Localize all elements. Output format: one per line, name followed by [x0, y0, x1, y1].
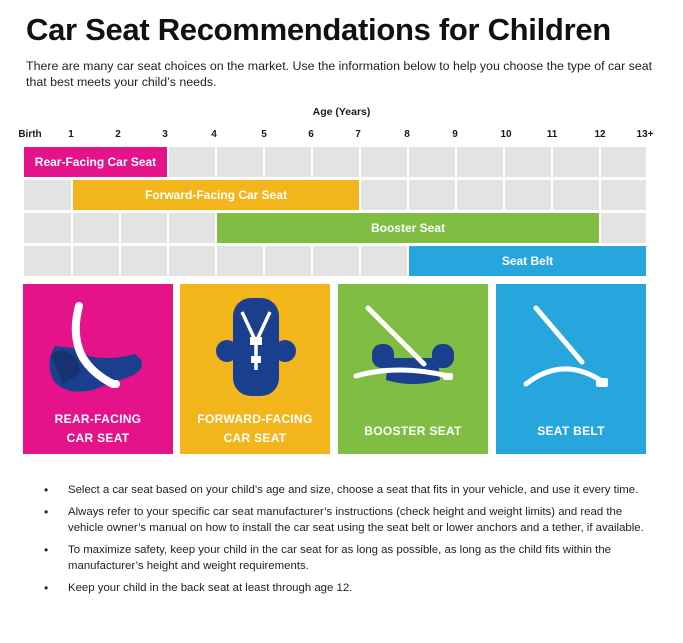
intro-text: There are many car seat choices on the market. Use the information below to help you choose the type of car seat that best meets your child’s needs.: [26, 59, 653, 89]
timeline-grid-cell: [121, 213, 167, 243]
seat-belt-label: SEAT BELT: [537, 424, 605, 438]
age-tick: 6: [308, 129, 314, 140]
timeline-grid-cell: [601, 180, 646, 210]
age-axis-title: Age (Years): [312, 106, 371, 118]
timeline-bar: Booster Seat: [217, 213, 599, 243]
timeline-grid-cell: [505, 147, 551, 177]
booster-label: BOOSTER SEAT: [364, 424, 462, 438]
timeline-grid-cell: [361, 180, 407, 210]
timeline-grid-cell: [601, 213, 646, 243]
timeline-grid-cell: [121, 246, 167, 276]
timeline-grid-cell: [169, 147, 215, 177]
page-title: Car Seat Recommendations for Children: [26, 12, 611, 47]
rear-facing-panel: [23, 284, 173, 454]
timeline-grid-cell: [217, 147, 263, 177]
timeline-grid-cell: [457, 180, 503, 210]
age-tick: 11: [546, 129, 558, 140]
age-tick: 9: [452, 129, 458, 140]
list-item: • To maximize safety, keep your child in the car seat for as long as possible, as long as the child fits within the manufacturer’s height and weight requirements.: [40, 542, 650, 574]
timeline-grid-cell: [169, 246, 215, 276]
forward-facing-panel: [180, 284, 330, 454]
list-item: • Always refer to your specific car seat manufacturer’s instructions (check height and weight limits) and read the vehicle owner’s manual on how to install the car seat using the seat belt or lower anchors and a tether, if available.: [40, 504, 650, 536]
list-item: • Select a car seat based on your child’s age and size, choose a seat that fits in your vehicle, and use it every time.: [40, 482, 650, 498]
rear-facing-label: REAR-FACING CAR SEAT: [54, 412, 142, 445]
timeline-grid-cell: [24, 213, 71, 243]
age-tick: 12: [594, 129, 606, 140]
timeline-grid-cell: [265, 147, 311, 177]
age-tick: 5: [261, 129, 267, 140]
timeline-grid-cell: [409, 147, 455, 177]
age-tick: 3: [162, 129, 168, 140]
timeline-grid-cell: [505, 180, 551, 210]
timeline-grid-cell: [361, 246, 407, 276]
timeline-grid-cell: [169, 213, 215, 243]
timeline-grid-cell: [24, 246, 71, 276]
timeline-grid-cell: [601, 147, 646, 177]
timeline-grid-cell: [361, 147, 407, 177]
age-tick: 4: [211, 129, 217, 140]
timeline-grid-cell: [24, 180, 71, 210]
age-tick: 7: [355, 129, 361, 140]
timeline-grid-cell: [553, 180, 599, 210]
timeline-grid-cell: [553, 147, 599, 177]
timeline-bar: Seat Belt: [409, 246, 646, 276]
advice-list: [40, 482, 650, 602]
timeline-grid-cell: [313, 246, 359, 276]
timeline-bar: Forward-Facing Car Seat: [73, 180, 359, 210]
age-tick: 10: [500, 129, 512, 140]
age-tick: 2: [115, 129, 121, 140]
timeline-bar: Rear-Facing Car Seat: [24, 147, 167, 177]
timeline-grid-cell: [73, 213, 119, 243]
timeline-grid-cell: [457, 147, 503, 177]
timeline-grid-cell: [313, 147, 359, 177]
age-tick: 8: [404, 129, 410, 140]
booster-panel: [338, 284, 488, 454]
timeline-grid-cell: [409, 180, 455, 210]
timeline-grid-cell: [73, 246, 119, 276]
forward-facing-label: FORWARD-FACING CAR SEAT: [197, 412, 313, 445]
age-tick: 13+: [636, 129, 654, 140]
timeline-grid-cell: [265, 246, 311, 276]
seat-belt-panel: [496, 284, 646, 454]
list-item: • Keep your child in the back seat at least through age 12.: [40, 580, 650, 596]
age-tick: Birth: [18, 129, 42, 140]
age-tick: 1: [68, 129, 74, 140]
timeline-grid-cell: [217, 246, 263, 276]
